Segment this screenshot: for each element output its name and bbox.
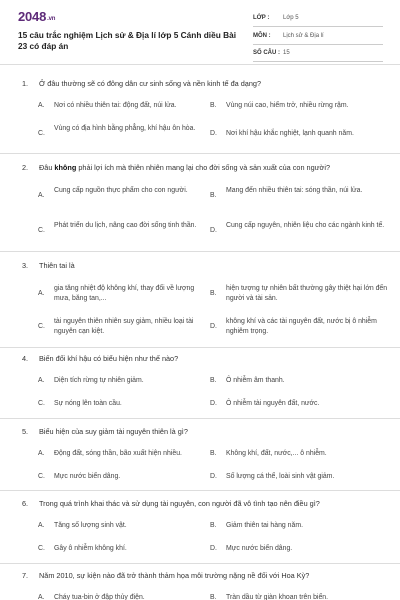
meta-row-grade — [253, 12, 383, 27]
option-text: Nơi có nhiều thiên tai: động đất, núi lửa. — [54, 102, 177, 109]
option-text: Cung cấp nguồn thực phẩm cho con người. — [54, 187, 188, 194]
question-text-part: phải lợi ích mà thiên nhiên mang lại cho đời sống và sản xuất của con người? — [76, 163, 331, 172]
option-text: Cung cấp nguyên, nhiên liệu cho các ngành kinh tế. — [226, 222, 385, 229]
divider — [0, 490, 400, 491]
option-text: gia tăng nhiệt độ không khí, thay đổi về lượng mưa, băng tan,... — [54, 285, 195, 302]
option-text: Động đất, sóng thần, bão xuất hiện nhiều. — [54, 450, 182, 457]
option-letter: B. — [210, 192, 217, 199]
question-number: 1. — [22, 79, 29, 88]
option-text: Nơi khí hậu khắc nghiệt, lạnh quanh năm. — [226, 130, 354, 137]
question-number: 3. — [22, 261, 29, 270]
option-text: Không khí, đất, nước,... ô nhiễm. — [226, 450, 327, 457]
option-text: tài nguyên thiên nhiên suy giảm, nhiều loại tài nguyên cạn kiệt. — [54, 318, 194, 335]
question-text-part: Trong quá trình khai thác và sử dụng tài nguyên, con người đã vô tình tạo nên điều gì? — [39, 499, 320, 508]
option-letter: A. — [38, 450, 45, 457]
question-text — [39, 261, 379, 271]
option-letter: B. — [210, 377, 217, 384]
logo-suffix: .vn — [47, 16, 56, 22]
option-letter: D. — [210, 473, 217, 480]
option-text: Cháy tua-bin ở đập thủy điện. — [54, 594, 145, 600]
option-text: Số lượng cá thể, loài sinh vật giảm. — [226, 473, 335, 480]
question-text — [39, 79, 379, 89]
question-text-emphasis: không — [54, 163, 77, 172]
option-letter: D. — [210, 130, 217, 137]
option-letter: C. — [38, 473, 45, 480]
option-text: Mang đến nhiều thiên tai: sóng thần, núi lửa. — [226, 187, 363, 194]
divider — [0, 347, 400, 348]
option-text: Sự nóng lên toàn cầu. — [54, 400, 122, 407]
meta-key: LỚP : — [253, 15, 270, 21]
option-letter: A. — [38, 102, 45, 109]
meta-row-count — [253, 47, 383, 62]
option-letter: B. — [210, 450, 217, 457]
option-text: Giảm thiên tai hàng năm. — [226, 522, 303, 529]
site-logo[interactable] — [18, 9, 55, 24]
question-number: 4. — [22, 354, 29, 363]
question-text — [39, 427, 379, 437]
meta-key: MÔN : — [253, 32, 271, 39]
option-letter: C. — [38, 227, 45, 234]
question-number: 2. — [22, 163, 29, 172]
option-text: Vùng có địa hình bằng phẳng, khí hậu ôn hòa. — [54, 125, 196, 132]
option-text: Mực nước biển dâng. — [226, 545, 293, 552]
option-letter: C. — [38, 400, 45, 407]
option-letter: B. — [210, 594, 217, 600]
question-text-part: Ở đâu thường sẽ có đông dân cư sinh sống và nền kinh tế đa dạng? — [39, 79, 262, 88]
question-text — [39, 571, 379, 581]
option-letter: B. — [210, 522, 217, 529]
meta-value: Lịch sử & Địa lí — [283, 32, 324, 39]
question-text-part: Năm 2010, sự kiện nào đã trở thành thảm họa môi trường nặng nề đối với Hoa Kỳ? — [39, 571, 310, 580]
divider — [0, 563, 400, 564]
option-letter: D. — [210, 323, 217, 330]
question-text — [39, 499, 379, 509]
option-text: Diện tích rừng tự nhiên giảm. — [54, 377, 144, 384]
option-text: không khí và các tài nguyên đất, nước bị ô nhiễm nghiêm trọng. — [226, 318, 377, 335]
option-letter: A. — [38, 522, 45, 529]
option-letter: A. — [38, 192, 45, 199]
option-letter: D. — [210, 545, 217, 552]
option-letter: C. — [38, 545, 45, 552]
question-number: 7. — [22, 571, 29, 580]
divider — [0, 251, 400, 252]
question-text-part: Biến đổi khí hậu có biểu hiện như thế nào? — [39, 354, 179, 363]
page-header — [0, 0, 400, 65]
divider — [0, 153, 400, 154]
option-letter: A. — [38, 290, 45, 297]
divider — [0, 418, 400, 419]
option-letter: A. — [38, 594, 45, 600]
option-letter: C. — [38, 130, 45, 137]
question-text — [39, 163, 379, 173]
question-text — [39, 354, 379, 364]
option-text: Mực nước biển dâng. — [54, 473, 121, 480]
option-letter: D. — [210, 400, 217, 407]
option-text: Vùng núi cao, hiểm trở, nhiều rừng rậm. — [226, 102, 349, 109]
question-number: 5. — [22, 427, 29, 436]
meta-row-subject — [253, 30, 383, 45]
meta-value: 15 — [283, 50, 290, 56]
option-letter: C. — [38, 323, 45, 330]
logo-text: 2048 — [18, 9, 47, 24]
question-text-part: Thiên tai là — [39, 261, 75, 270]
meta-value: Lớp 5 — [283, 15, 299, 21]
option-text: Phát triển du lịch, nâng cao đời sống tinh thần. — [54, 222, 197, 229]
option-text: Ô nhiễm tài nguyên đất, nước. — [226, 400, 320, 407]
page-title: 15 câu trắc nghiệm Lịch sử & Địa lí lớp 5 Cánh diều Bài 23 có đáp án — [18, 30, 236, 51]
option-text: Tràn dầu từ giàn khoan trên biển. — [226, 594, 329, 600]
option-letter: B. — [210, 102, 217, 109]
question-text-part: Đâu — [39, 163, 55, 172]
question-number: 6. — [22, 499, 29, 508]
option-text: Ô nhiễm âm thanh. — [226, 377, 285, 384]
quiz-meta — [253, 12, 383, 65]
question-text-part: Biểu hiện của suy giảm tài nguyên thiên là gì? — [39, 427, 188, 436]
option-text: hiện tượng tự nhiên bất thường gây thiệt hại lớn đến người và tài sản. — [226, 285, 388, 302]
option-text: Tăng số lượng sinh vật. — [54, 522, 127, 529]
option-letter: D. — [210, 227, 217, 234]
meta-key: SỐ CÂU : — [253, 50, 280, 56]
option-text: Gây ô nhiễm không khí. — [54, 545, 127, 552]
option-letter: B. — [210, 290, 217, 297]
option-letter: A. — [38, 377, 45, 384]
